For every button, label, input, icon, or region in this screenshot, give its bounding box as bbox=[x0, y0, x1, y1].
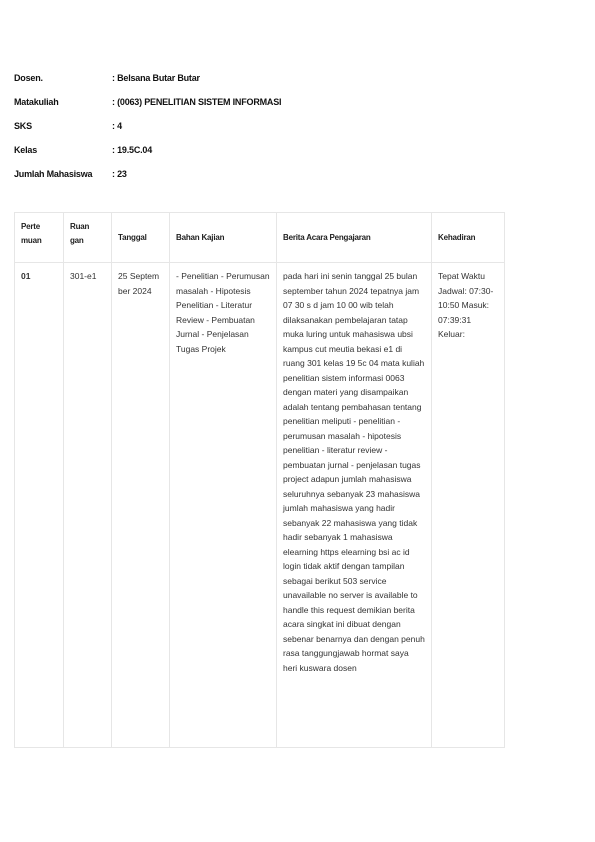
header-bahan-kajian: Bahan Kajian bbox=[170, 213, 277, 263]
info-row-kelas bbox=[14, 145, 281, 169]
kelas-value: : 19.5C.04 bbox=[112, 145, 153, 155]
header-tanggal: Tanggal bbox=[112, 213, 170, 263]
course-info bbox=[14, 73, 281, 193]
table-row bbox=[15, 263, 505, 748]
info-row-sks bbox=[14, 121, 281, 145]
cell-berita-acara: pada hari ini senin tanggal 25 bulan september tahun 2024 tepatnya jam 07 30 s d jam 10 00 wib telah dilaksanakan pembelajaran tatap muka luring untuk mahasiswa ubsi kampus cut meutia bekasi e1 di ruang 301 kelas 19 5c 04 mata kuliah penelitian sistem informasi 0063 dengan materi yang disampaikan adalah tentang pembahasan tentang penelitian meliputi - penelitian - perumusan masalah - hipotesis penelitian - literatur review - pembuatan jurnal - penjelasan tugas project adapun jumlah mahasiswa seluruhnya sebanyak 23 mahasiswa jumlah mahasiswa yang hadir sebanyak 22 mahasiswa yang tidak hadir sebanyak 1 mahasiswa elearning https elearning bsi ac id login tidak aktif dengan tampilan sebagai berikut 503 service unavailable no server is available to handle this request demikian berita acara singkat ini dibuat dengan sebenar benarnya dan dengan penuh rasa tanggungjawab hormat saya heri kuswara dosen bbox=[277, 263, 432, 748]
teaching-journal-table bbox=[14, 212, 505, 748]
dosen-value: : Belsana Butar Butar bbox=[112, 73, 200, 83]
jumlah-label: Jumlah Mahasiswa bbox=[14, 169, 93, 179]
cell-bahan-kajian: - Penelitian - Perumusan masalah - Hipotesis Penelitian - Literatur Review - Pembuatan Jurnal - Penjelasan Tugas Projek bbox=[170, 263, 277, 748]
table-header-row bbox=[15, 213, 505, 263]
matakuliah-label: Matakuliah bbox=[14, 97, 59, 107]
dosen-label: Dosen. bbox=[14, 73, 43, 83]
header-pertemuan: Perte muan bbox=[15, 213, 64, 263]
header-berita-acara: Berita Acara Pengajaran bbox=[277, 213, 432, 263]
header-kehadiran: Kehadiran bbox=[432, 213, 505, 263]
sks-value: : 4 bbox=[112, 121, 122, 131]
info-row-dosen bbox=[14, 73, 281, 97]
info-row-matakuliah bbox=[14, 97, 281, 121]
cell-tanggal: 25 September 2024 bbox=[112, 263, 170, 748]
info-row-jumlah bbox=[14, 169, 281, 193]
matakuliah-value: : (0063) PENELITIAN SISTEM INFORMASI bbox=[112, 97, 282, 107]
cell-kehadiran: Tepat Waktu Jadwal: 07:30-10:50 Masuk: 07:39:31 Keluar: bbox=[432, 263, 505, 748]
cell-ruangan: 301-e1 bbox=[64, 263, 112, 748]
cell-pertemuan: 01 bbox=[15, 263, 64, 748]
header-ruangan: Ruan gan bbox=[64, 213, 112, 263]
kelas-label: Kelas bbox=[14, 145, 38, 155]
sks-label: SKS bbox=[14, 121, 32, 131]
jumlah-value: : 23 bbox=[112, 169, 127, 179]
